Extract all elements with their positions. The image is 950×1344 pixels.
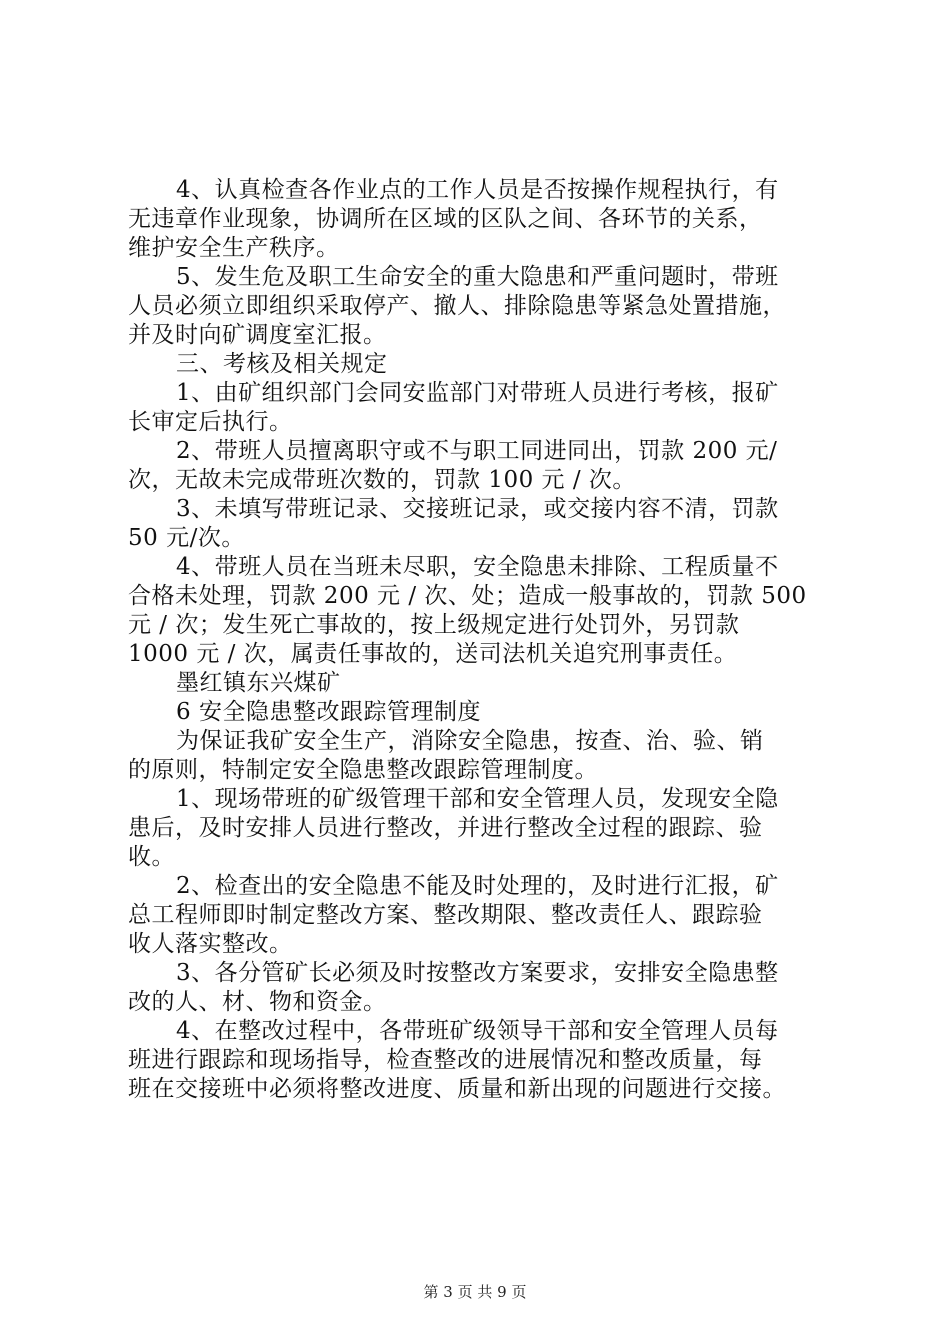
paragraph	[128, 553, 836, 669]
text-line: 5、发生危及职工生命安全的重大隐患和严重问题时，带班	[176, 264, 779, 290]
text-line: 2、检查出的安全隐患不能及时处理的，及时进行汇报，矿	[176, 873, 779, 899]
paragraph	[128, 176, 836, 263]
text-line: 次，无故未完成带班次数的，罚款 100 元 / 次。	[128, 467, 636, 493]
text-line: 无违章作业现象，协调所在区域的区队之间、各环节的关系，	[128, 206, 763, 232]
paragraph	[128, 785, 836, 872]
text-line: 4、认真检查各作业点的工作人员是否按操作规程执行，有	[176, 177, 779, 203]
paragraph	[128, 872, 836, 959]
organization-name	[128, 669, 836, 698]
text-line: 班进行跟踪和现场指导，检查整改的进展情况和整改质量，每	[128, 1047, 763, 1073]
text-line: 4、在整改过程中，各带班矿级领导干部和安全管理人员每	[176, 1018, 779, 1044]
text-line: 并及时向矿调度室汇报。	[128, 322, 387, 348]
text-line: 1000 元 / 次，属责任事故的，送司法机关追究刑事责任。	[128, 641, 738, 667]
text-line: 收人落实整改。	[128, 931, 293, 957]
page-number-label: 第 3 页 共 9 页	[423, 1283, 527, 1301]
text-line: 维护安全生产秩序。	[128, 235, 340, 261]
paragraph	[128, 379, 836, 437]
text-line: 3、未填写带班记录、交接班记录，或交接内容不清，罚款	[176, 496, 779, 522]
text-line: 4、带班人员在当班未尽职，安全隐患未排除、工程质量不	[176, 554, 779, 580]
text-line: 为保证我矿安全生产，消除安全隐患，按查、治、验、销	[176, 728, 764, 754]
text-line: 改的人、材、物和资金。	[128, 989, 387, 1015]
text-line: 的原则，特制定安全隐患整改跟踪管理制度。	[128, 757, 598, 783]
document-body	[128, 176, 836, 1104]
text-line: 三、考核及相关规定	[176, 351, 388, 377]
text-line: 患后，及时安排人员进行整改，并进行整改全过程的跟踪、验	[128, 815, 763, 841]
section-heading	[128, 350, 836, 379]
text-line: 收。	[128, 844, 175, 870]
paragraph	[128, 1017, 836, 1104]
text-line: 元 / 次；发生死亡事故的，按上级规定进行处罚外，另罚款	[128, 612, 740, 638]
text-line: 50 元/次。	[128, 525, 245, 551]
text-line: 2、带班人员擅离职守或不与职工同进同出，罚款 200 元/	[176, 438, 778, 464]
text-line: 人员必须立即组织采取停产、撤人、排除隐患等紧急处置措施，	[128, 293, 786, 319]
text-line: 1、现场带班的矿级管理干部和安全管理人员，发现安全隐	[176, 786, 779, 812]
text-line: 3、各分管矿长必须及时按整改方案要求，安排安全隐患整	[176, 960, 779, 986]
text-line: 班在交接班中必须将整改进度、质量和新出现的问题进行交接。	[128, 1076, 786, 1102]
text-line: 合格未处理，罚款 200 元 / 次、处；造成一般事故的，罚款 500	[128, 583, 807, 609]
text-line: 总工程师即时制定整改方案、整改期限、整改责任人、跟踪验	[128, 902, 763, 928]
text-line: 墨红镇东兴煤矿	[176, 670, 341, 696]
page-footer	[0, 1283, 950, 1301]
paragraph	[128, 263, 836, 350]
paragraph	[128, 495, 836, 553]
text-line: 长审定后执行。	[128, 409, 293, 435]
text-line: 6 安全隐患整改跟踪管理制度	[176, 699, 481, 725]
paragraph	[128, 727, 836, 785]
section-heading	[128, 698, 836, 727]
paragraph	[128, 959, 836, 1017]
text-line: 1、由矿组织部门会同安监部门对带班人员进行考核，报矿	[176, 380, 779, 406]
paragraph	[128, 437, 836, 495]
